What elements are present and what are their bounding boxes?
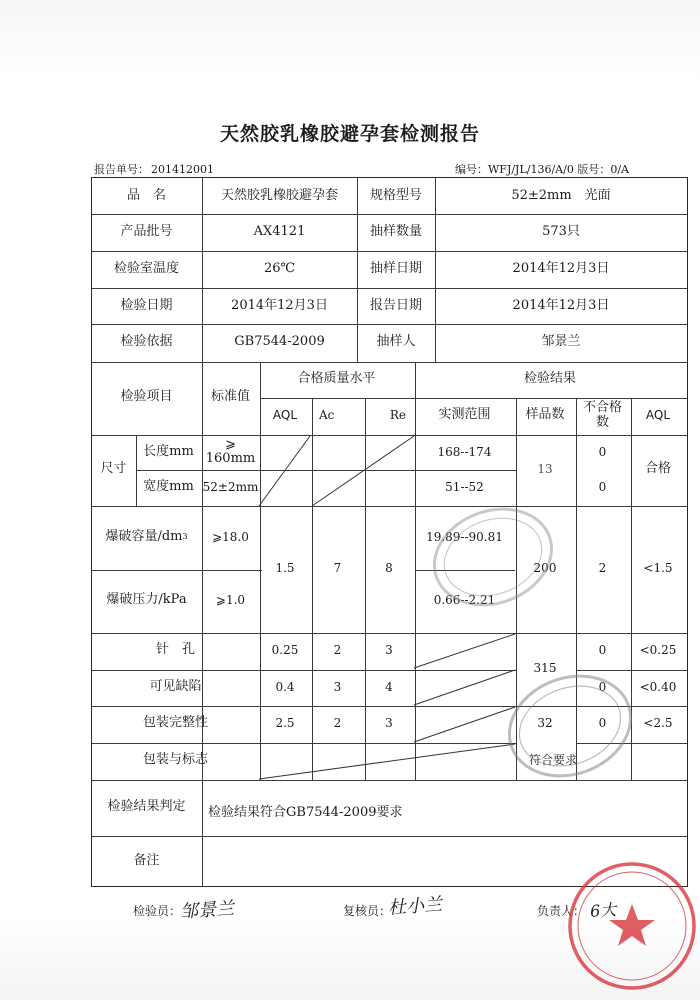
pinhole-fail: 0 bbox=[598, 643, 607, 657]
burst-re: 8 bbox=[385, 561, 393, 575]
header-result: 检验结果 bbox=[523, 370, 576, 386]
burst-volume-standard: ⩾18.0 bbox=[212, 529, 249, 544]
sample-qty-label: 抽样数量 bbox=[369, 224, 422, 240]
width-standard: 52±2mm bbox=[202, 480, 259, 494]
pinhole-aql: 0.25 bbox=[271, 643, 299, 657]
pinhole-result-aql: <0.25 bbox=[639, 643, 677, 657]
report-date-label: 报告日期 bbox=[369, 297, 422, 313]
header-fail-count-line1: 不合格 bbox=[582, 399, 622, 415]
basis-label: 检验依据 bbox=[120, 334, 173, 350]
burst-result-aql: <1.5 bbox=[643, 561, 673, 575]
size-result: 合格 bbox=[644, 461, 671, 477]
sample-date-label: 抽样日期 bbox=[369, 261, 422, 277]
report-title: 天然胶乳橡胶避孕套检测报告 bbox=[219, 123, 480, 145]
header-range: 实测范围 bbox=[438, 407, 491, 423]
width-range: 51--52 bbox=[445, 480, 484, 494]
inspector-signature: 邹景兰 bbox=[179, 898, 235, 923]
header-fail-count-line2: 数 bbox=[595, 414, 609, 430]
burst-fail: 2 bbox=[598, 561, 607, 575]
header-standard: 标准值 bbox=[210, 389, 250, 405]
remark-label: 备注 bbox=[133, 852, 160, 868]
product-name-label: 品 名 bbox=[126, 187, 166, 203]
version-value: 0/A bbox=[610, 163, 629, 176]
report-date-value: 2014年12月3日 bbox=[512, 297, 610, 313]
visible-defect-ac: 3 bbox=[333, 679, 342, 694]
red-company-stamp bbox=[570, 864, 694, 988]
gray-stamp bbox=[421, 493, 565, 620]
sample-date-value: 2014年12月3日 bbox=[512, 261, 610, 277]
package-integrity-fail: 0 bbox=[598, 716, 607, 730]
burst-pressure-range: 0.66--2.21 bbox=[433, 593, 496, 607]
burst-volume-label-text: 爆破容量/dm bbox=[105, 528, 183, 544]
inspect-date-value: 2014年12月3日 bbox=[231, 297, 328, 313]
burst-volume-unit-exponent: 3 bbox=[182, 532, 188, 541]
burst-pressure-standard: ⩾1.0 bbox=[215, 593, 246, 607]
spec-value: 52±2mm 光面 bbox=[511, 187, 611, 203]
package-sample-count: 32 bbox=[537, 716, 553, 730]
pinhole-re: 3 bbox=[385, 643, 393, 657]
sample-qty-value: 573只 bbox=[542, 224, 580, 240]
length-label: 长度mm bbox=[143, 443, 194, 459]
package-integrity-label: 包装完整性 bbox=[142, 715, 208, 731]
visible-defect-fail: 0 bbox=[598, 679, 607, 694]
package-integrity-result-aql: <2.5 bbox=[643, 716, 673, 730]
pinhole-sample-count: 315 bbox=[533, 661, 557, 675]
burst-pressure-label: 爆破压力/kPa bbox=[106, 592, 187, 608]
size-sample-count: 13 bbox=[537, 462, 553, 476]
visible-defect-label: 可见缺陷 bbox=[149, 678, 202, 694]
conclusion-label: 检验结果判定 bbox=[107, 798, 186, 814]
visible-defect-result-aql: <0.40 bbox=[639, 679, 677, 694]
header-ac: Ac bbox=[319, 408, 335, 422]
product-name-value: 天然胶乳橡胶避孕套 bbox=[220, 187, 338, 203]
burst-sample-count: 200 bbox=[533, 561, 557, 575]
batch-label: 产品批号 bbox=[120, 224, 173, 240]
conclusion-text: 检验结果符合GB7544-2009要求 bbox=[208, 805, 403, 820]
marking-result: 符合要求 bbox=[529, 753, 578, 767]
length-standard-value: 160mm bbox=[205, 451, 256, 466]
stamp-star-icon bbox=[609, 904, 655, 946]
spec-label: 规格型号 bbox=[369, 187, 422, 203]
width-fail: 0 bbox=[598, 480, 607, 494]
manager-signature: 6大 bbox=[589, 900, 617, 921]
inspector-label: 检验员： bbox=[133, 904, 182, 918]
size-label: 尺寸 bbox=[100, 461, 127, 477]
width-label: 宽度mm bbox=[143, 479, 194, 495]
lab-temp-label: 检验室温度 bbox=[113, 261, 179, 277]
burst-ac: 7 bbox=[333, 561, 342, 575]
length-standard-symbol: ⩾ bbox=[225, 436, 236, 452]
length-fail: 0 bbox=[598, 444, 607, 459]
header-aql: AQL bbox=[272, 408, 298, 422]
lab-temp-value: 26℃ bbox=[263, 261, 296, 277]
burst-volume-range: 19.89--90.81 bbox=[426, 529, 503, 544]
report-number-value: 201412001 bbox=[151, 163, 214, 176]
marking-label: 包装与标志 bbox=[142, 752, 208, 768]
report-number-label: 报告单号： bbox=[94, 163, 149, 176]
burst-aql: 1.5 bbox=[275, 561, 295, 575]
header-sample-count: 样品数 bbox=[525, 407, 565, 423]
header-quality-level: 合格质量水平 bbox=[297, 370, 376, 386]
document-number-label: 编号： bbox=[455, 163, 488, 176]
manager-label: 负责人： bbox=[537, 904, 586, 918]
header-item: 检验项目 bbox=[120, 389, 173, 405]
reviewer-signature: 杜小兰 bbox=[387, 894, 443, 919]
pinhole-label: 针 孔 bbox=[155, 642, 195, 658]
batch-value: AX4121 bbox=[253, 224, 306, 240]
inspect-date-label: 检验日期 bbox=[120, 297, 173, 313]
length-range: 168--174 bbox=[437, 444, 492, 459]
basis-value: GB7544-2009 bbox=[234, 334, 325, 350]
reviewer-label: 复核员： bbox=[343, 904, 392, 918]
oval-stamp bbox=[495, 660, 644, 793]
package-integrity-aql: 2.5 bbox=[275, 716, 295, 730]
header-result-aql: AQL bbox=[645, 408, 671, 422]
version-label: 版号： bbox=[577, 163, 611, 176]
sampler-label: 抽样人 bbox=[376, 334, 416, 350]
package-integrity-re: 3 bbox=[385, 716, 393, 730]
pinhole-ac: 2 bbox=[333, 643, 342, 657]
visible-defect-aql: 0.4 bbox=[275, 679, 295, 694]
header-re: Re bbox=[389, 408, 406, 422]
package-integrity-ac: 2 bbox=[333, 716, 342, 730]
visible-defect-re: 4 bbox=[385, 679, 393, 694]
sampler-value: 邹景兰 bbox=[541, 334, 581, 350]
document-number-value: WFJ/JL/136/A/0 bbox=[488, 163, 574, 176]
